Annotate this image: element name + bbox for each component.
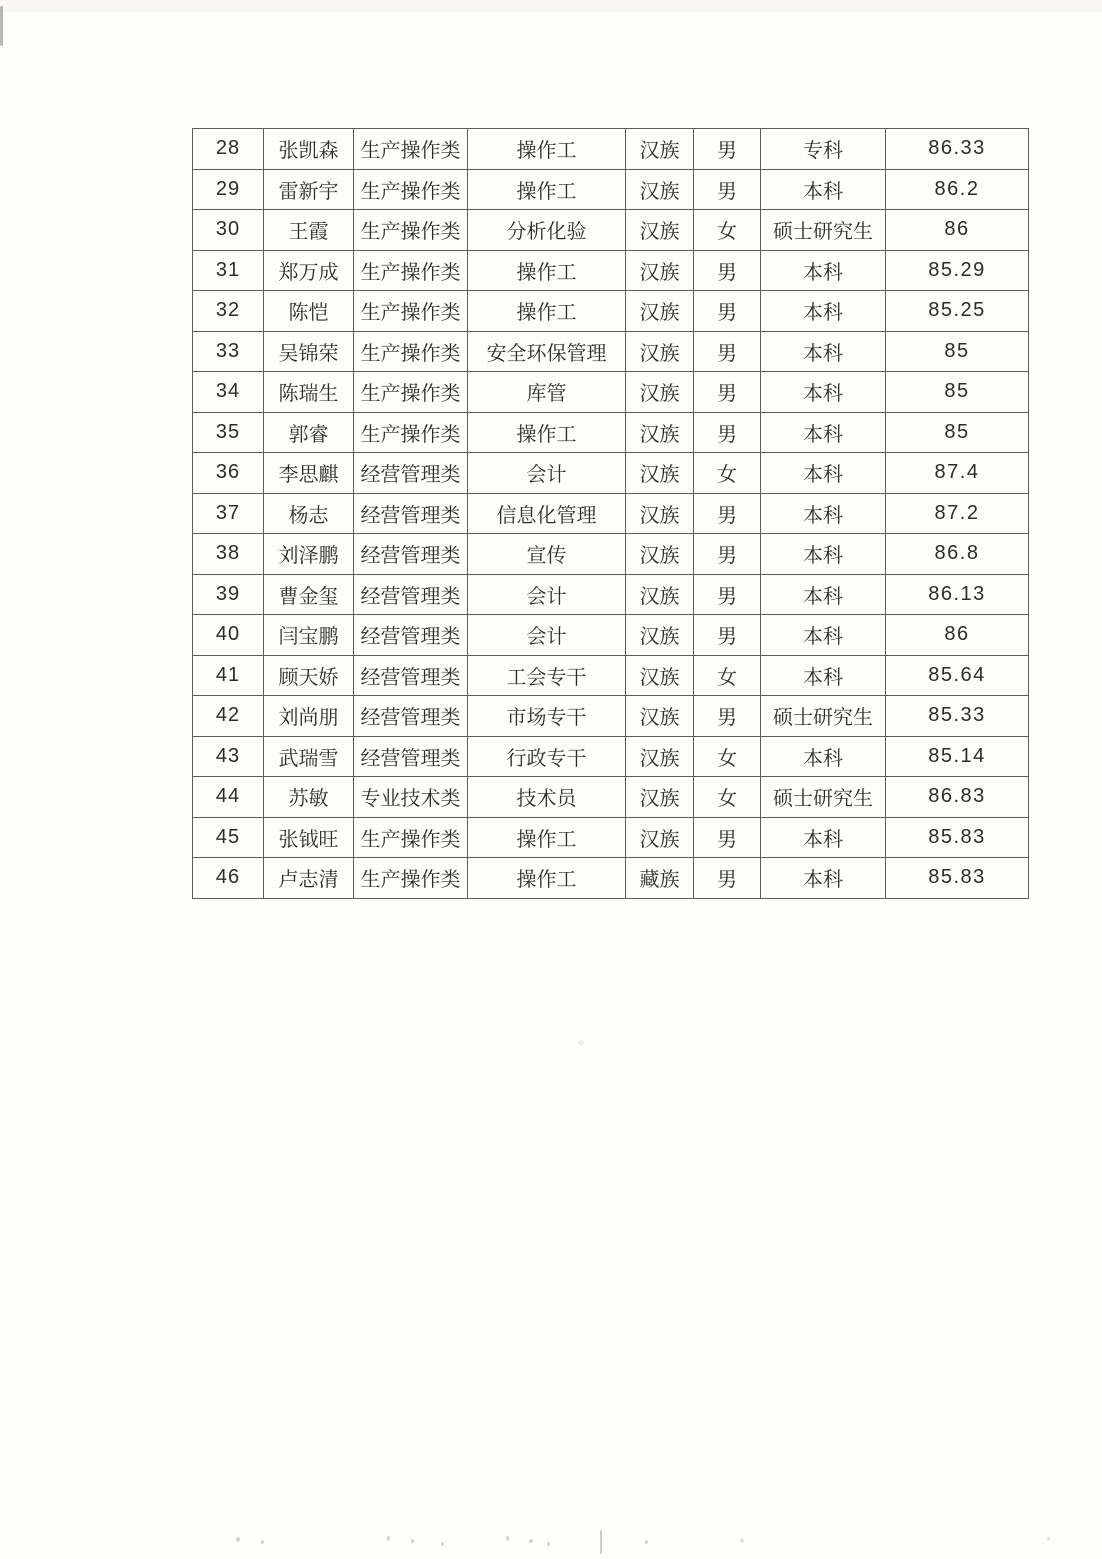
cell-gender: 男 bbox=[694, 412, 761, 453]
scan-speck bbox=[645, 1540, 648, 1544]
cell-education: 硕士研究生 bbox=[761, 777, 886, 818]
cell-ethnicity: 汉族 bbox=[626, 615, 694, 656]
cell-category: 生产操作类 bbox=[354, 372, 468, 413]
cell-position: 行政专干 bbox=[468, 736, 626, 777]
cell-score: 87.4 bbox=[886, 453, 1029, 494]
cell-row-number: 30 bbox=[193, 210, 264, 251]
personnel-score-table bbox=[192, 128, 1029, 899]
cell-education: 本科 bbox=[761, 169, 886, 210]
scan-speck bbox=[740, 1538, 744, 1543]
cell-category: 经营管理类 bbox=[354, 453, 468, 494]
cell-gender: 男 bbox=[694, 331, 761, 372]
cell-gender: 男 bbox=[694, 858, 761, 899]
cell-row-number: 33 bbox=[193, 331, 264, 372]
table-row bbox=[193, 129, 1029, 170]
cell-ethnicity: 汉族 bbox=[626, 696, 694, 737]
cell-gender: 女 bbox=[694, 655, 761, 696]
cell-score: 85.64 bbox=[886, 655, 1029, 696]
cell-position: 宣传 bbox=[468, 534, 626, 575]
cell-education: 本科 bbox=[761, 493, 886, 534]
cell-category: 经营管理类 bbox=[354, 696, 468, 737]
cell-education: 本科 bbox=[761, 291, 886, 332]
cell-ethnicity: 汉族 bbox=[626, 493, 694, 534]
cell-score: 85.14 bbox=[886, 736, 1029, 777]
cell-score: 86.2 bbox=[886, 169, 1029, 210]
cell-position: 工会专干 bbox=[468, 655, 626, 696]
cell-row-number: 39 bbox=[193, 574, 264, 615]
cell-position: 操作工 bbox=[468, 250, 626, 291]
cell-row-number: 45 bbox=[193, 817, 264, 858]
cell-name: 郑万成 bbox=[264, 250, 354, 291]
scan-speck bbox=[529, 1539, 533, 1543]
scan-speck bbox=[578, 1040, 584, 1046]
cell-gender: 女 bbox=[694, 453, 761, 494]
cell-category: 生产操作类 bbox=[354, 412, 468, 453]
cell-position: 操作工 bbox=[468, 291, 626, 332]
cell-position: 分析化验 bbox=[468, 210, 626, 251]
table-row bbox=[193, 534, 1029, 575]
scan-speck bbox=[600, 1530, 602, 1554]
cell-category: 生产操作类 bbox=[354, 129, 468, 170]
scan-edge-artifact bbox=[0, 6, 3, 46]
cell-name: 刘尚朋 bbox=[264, 696, 354, 737]
cell-score: 86.83 bbox=[886, 777, 1029, 818]
cell-category: 生产操作类 bbox=[354, 858, 468, 899]
cell-name: 武瑞雪 bbox=[264, 736, 354, 777]
table-row bbox=[193, 291, 1029, 332]
cell-score: 85.83 bbox=[886, 817, 1029, 858]
cell-position: 技术员 bbox=[468, 777, 626, 818]
cell-category: 生产操作类 bbox=[354, 169, 468, 210]
cell-score: 86.13 bbox=[886, 574, 1029, 615]
cell-category: 经营管理类 bbox=[354, 736, 468, 777]
cell-education: 本科 bbox=[761, 534, 886, 575]
cell-education: 专科 bbox=[761, 129, 886, 170]
cell-score: 85.33 bbox=[886, 696, 1029, 737]
scan-speck bbox=[547, 1542, 550, 1546]
scan-speck bbox=[1047, 1537, 1050, 1541]
table-row bbox=[193, 493, 1029, 534]
cell-category: 经营管理类 bbox=[354, 534, 468, 575]
cell-score: 85.25 bbox=[886, 291, 1029, 332]
cell-ethnicity: 藏族 bbox=[626, 858, 694, 899]
cell-category: 经营管理类 bbox=[354, 574, 468, 615]
cell-education: 本科 bbox=[761, 372, 886, 413]
table-row bbox=[193, 169, 1029, 210]
cell-score: 86.33 bbox=[886, 129, 1029, 170]
cell-row-number: 29 bbox=[193, 169, 264, 210]
cell-category: 经营管理类 bbox=[354, 493, 468, 534]
cell-score: 87.2 bbox=[886, 493, 1029, 534]
cell-gender: 男 bbox=[694, 291, 761, 332]
cell-score: 85.29 bbox=[886, 250, 1029, 291]
cell-name: 杨志 bbox=[264, 493, 354, 534]
cell-name: 张凯森 bbox=[264, 129, 354, 170]
cell-education: 本科 bbox=[761, 331, 886, 372]
cell-position: 会计 bbox=[468, 453, 626, 494]
cell-category: 生产操作类 bbox=[354, 331, 468, 372]
scan-speck bbox=[261, 1540, 264, 1544]
cell-gender: 男 bbox=[694, 493, 761, 534]
cell-education: 硕士研究生 bbox=[761, 210, 886, 251]
cell-row-number: 28 bbox=[193, 129, 264, 170]
cell-name: 顾天娇 bbox=[264, 655, 354, 696]
table-row bbox=[193, 817, 1029, 858]
cell-category: 生产操作类 bbox=[354, 817, 468, 858]
scan-top-shading bbox=[0, 0, 1102, 12]
table-body bbox=[193, 129, 1029, 899]
table-row bbox=[193, 615, 1029, 656]
cell-ethnicity: 汉族 bbox=[626, 412, 694, 453]
cell-education: 本科 bbox=[761, 412, 886, 453]
table-row bbox=[193, 331, 1029, 372]
cell-ethnicity: 汉族 bbox=[626, 655, 694, 696]
cell-education: 本科 bbox=[761, 615, 886, 656]
cell-position: 操作工 bbox=[468, 858, 626, 899]
table-row bbox=[193, 210, 1029, 251]
cell-category: 经营管理类 bbox=[354, 615, 468, 656]
cell-ethnicity: 汉族 bbox=[626, 129, 694, 170]
cell-ethnicity: 汉族 bbox=[626, 574, 694, 615]
cell-position: 安全环保管理 bbox=[468, 331, 626, 372]
cell-name: 雷新宇 bbox=[264, 169, 354, 210]
cell-gender: 女 bbox=[694, 777, 761, 818]
cell-position: 操作工 bbox=[468, 129, 626, 170]
table-row bbox=[193, 412, 1029, 453]
cell-gender: 女 bbox=[694, 210, 761, 251]
cell-score: 85 bbox=[886, 372, 1029, 413]
cell-gender: 女 bbox=[694, 736, 761, 777]
cell-ethnicity: 汉族 bbox=[626, 777, 694, 818]
cell-row-number: 43 bbox=[193, 736, 264, 777]
cell-ethnicity: 汉族 bbox=[626, 169, 694, 210]
table-row bbox=[193, 574, 1029, 615]
cell-row-number: 41 bbox=[193, 655, 264, 696]
cell-ethnicity: 汉族 bbox=[626, 331, 694, 372]
cell-position: 会计 bbox=[468, 574, 626, 615]
cell-education: 本科 bbox=[761, 736, 886, 777]
cell-score: 86 bbox=[886, 615, 1029, 656]
cell-position: 信息化管理 bbox=[468, 493, 626, 534]
cell-education: 硕士研究生 bbox=[761, 696, 886, 737]
cell-row-number: 42 bbox=[193, 696, 264, 737]
cell-name: 郭睿 bbox=[264, 412, 354, 453]
table-row bbox=[193, 372, 1029, 413]
cell-row-number: 46 bbox=[193, 858, 264, 899]
cell-position: 库管 bbox=[468, 372, 626, 413]
table-row bbox=[193, 453, 1029, 494]
cell-gender: 男 bbox=[694, 574, 761, 615]
cell-gender: 男 bbox=[694, 534, 761, 575]
cell-ethnicity: 汉族 bbox=[626, 534, 694, 575]
cell-row-number: 40 bbox=[193, 615, 264, 656]
cell-education: 本科 bbox=[761, 655, 886, 696]
cell-score: 86 bbox=[886, 210, 1029, 251]
cell-name: 陈恺 bbox=[264, 291, 354, 332]
cell-ethnicity: 汉族 bbox=[626, 291, 694, 332]
cell-gender: 男 bbox=[694, 372, 761, 413]
cell-gender: 男 bbox=[694, 615, 761, 656]
cell-position: 会计 bbox=[468, 615, 626, 656]
cell-gender: 男 bbox=[694, 817, 761, 858]
cell-category: 生产操作类 bbox=[354, 210, 468, 251]
cell-score: 85 bbox=[886, 412, 1029, 453]
cell-education: 本科 bbox=[761, 453, 886, 494]
cell-ethnicity: 汉族 bbox=[626, 210, 694, 251]
cell-row-number: 37 bbox=[193, 493, 264, 534]
cell-name: 苏敏 bbox=[264, 777, 354, 818]
cell-score: 85 bbox=[886, 331, 1029, 372]
cell-category: 生产操作类 bbox=[354, 250, 468, 291]
scan-speck bbox=[506, 1536, 509, 1541]
cell-ethnicity: 汉族 bbox=[626, 250, 694, 291]
cell-position: 市场专干 bbox=[468, 696, 626, 737]
cell-name: 王霞 bbox=[264, 210, 354, 251]
cell-name: 刘泽鹏 bbox=[264, 534, 354, 575]
table-row bbox=[193, 250, 1029, 291]
cell-position: 操作工 bbox=[468, 817, 626, 858]
cell-gender: 男 bbox=[694, 250, 761, 291]
cell-name: 李思麒 bbox=[264, 453, 354, 494]
scan-speck bbox=[387, 1536, 390, 1541]
cell-name: 卢志清 bbox=[264, 858, 354, 899]
cell-row-number: 31 bbox=[193, 250, 264, 291]
cell-education: 本科 bbox=[761, 250, 886, 291]
cell-education: 本科 bbox=[761, 574, 886, 615]
scan-speck bbox=[411, 1539, 414, 1543]
cell-name: 陈瑞生 bbox=[264, 372, 354, 413]
cell-score: 86.8 bbox=[886, 534, 1029, 575]
cell-row-number: 32 bbox=[193, 291, 264, 332]
cell-name: 吴锦荣 bbox=[264, 331, 354, 372]
cell-score: 85.83 bbox=[886, 858, 1029, 899]
cell-gender: 男 bbox=[694, 169, 761, 210]
cell-row-number: 36 bbox=[193, 453, 264, 494]
cell-name: 张钺旺 bbox=[264, 817, 354, 858]
cell-row-number: 35 bbox=[193, 412, 264, 453]
cell-position: 操作工 bbox=[468, 412, 626, 453]
cell-education: 本科 bbox=[761, 858, 886, 899]
cell-gender: 男 bbox=[694, 129, 761, 170]
table-row bbox=[193, 736, 1029, 777]
cell-ethnicity: 汉族 bbox=[626, 736, 694, 777]
table-row bbox=[193, 655, 1029, 696]
cell-name: 闫宝鹏 bbox=[264, 615, 354, 656]
cell-row-number: 34 bbox=[193, 372, 264, 413]
cell-position: 操作工 bbox=[468, 169, 626, 210]
table-row bbox=[193, 696, 1029, 737]
cell-category: 专业技术类 bbox=[354, 777, 468, 818]
cell-category: 经营管理类 bbox=[354, 655, 468, 696]
cell-category: 生产操作类 bbox=[354, 291, 468, 332]
scan-speck bbox=[441, 1542, 444, 1546]
cell-row-number: 38 bbox=[193, 534, 264, 575]
table-row bbox=[193, 777, 1029, 818]
table-row bbox=[193, 858, 1029, 899]
cell-gender: 男 bbox=[694, 696, 761, 737]
scan-speck bbox=[236, 1537, 240, 1542]
cell-ethnicity: 汉族 bbox=[626, 372, 694, 413]
cell-ethnicity: 汉族 bbox=[626, 453, 694, 494]
cell-row-number: 44 bbox=[193, 777, 264, 818]
cell-ethnicity: 汉族 bbox=[626, 817, 694, 858]
cell-education: 本科 bbox=[761, 817, 886, 858]
cell-name: 曹金玺 bbox=[264, 574, 354, 615]
